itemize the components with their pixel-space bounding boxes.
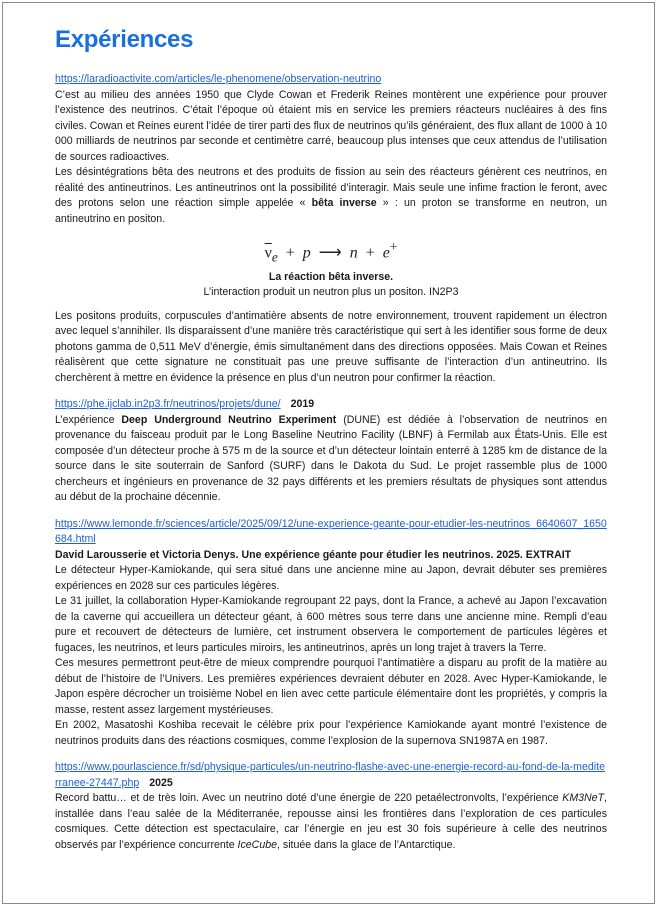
caption-title: La réaction bêta inverse. (268, 270, 394, 283)
figure-caption (55, 270, 607, 301)
year-label: 2019 (290, 398, 315, 411)
section-lemonde (55, 517, 607, 750)
italic-term: KM3NeT (562, 792, 605, 805)
source-link[interactable]: https://www.pourlascience.fr/sd/physique-particules/un-neutrino-flashe-avec-une-energie-record-au-fond-de-la-mediterranee-27447.php (55, 761, 605, 789)
source-link[interactable]: https://laradioactivite.com/articles/le-phenomene/observation-neutrino (55, 73, 382, 85)
paragraph: Record battu… et de très loin. Avec un neutrino doté d’une énergie de 220 petaélectronvolts, l’expérience KM3NeT, installée dans l’eau salée de la Méditerranée, repousse ainsi les frontières dans l’exploration de ces particules cosmiques. Cette détection est spectaculaire, car l’énergie en jeu est 30 fois supérieure à celle des neutrinos observés par l’expérience concurrente IceCube, située dans la glace de l’Antarctique. (55, 792, 607, 851)
paragraph: Les désintégrations bêta des neutrons et des produits de fission au sein des réacteurs génèrent ces neutrinos, en réalité des antineutrinos. Les antineutrinos ont la possibilité d’interagir. Mais seule une infime fraction le feront, avec des protons selon une réaction simple appelée « bêta inverse » : un proton se transforme en neutron, un antineutrino en positon. (55, 166, 607, 225)
paragraph: Le détecteur Hyper-Kamiokande, qui sera situé dans une ancienne mine au Japon, devrait débuter ses premières expériences en 2028 sur ces particules légères. (55, 564, 607, 592)
year-label: 2025 (149, 776, 173, 789)
paragraph: L’expérience Deep Underground Neutrino Experiment (DUNE) est dédiée à l’observation de neutrinos en provenance du faisceau produit par le Long Baseline Neutrino Facility (LBNF) à Fermilab aux États-Unis. Elle est composée d’un détecteur proche à 575 m de la source et d’un détecteur lointain enterré à 1285 km de distance de la source dans le site souterrain de Sanford (SURF) dans le Dakota du Sud. Le projet rassemble plus de 1000 chercheurs et ingénieurs en provenance de 32 pays différents et les premiers résultats de physiques sont attendus au début de la prochaine décennie. (55, 413, 607, 504)
paragraph: Les positons produits, corpuscules d’antimatière absents de notre environnement, trouvent rapidement un électron avec lequel s’annihiler. Ils disparaissent d’une manière très caractéristique qui sert à les identifier sous forme de deux photons gamma de 0,511 MeV d’énergie, émis simultanément dans des directions opposées. Mais Cowan et Reines réalisèrent que cette signature ne constituait pas une preuve suffisante de l’interaction d’un antineutrino. Ils cherchèrent à mettre en évidence la présence en plus d’un neutron pour confirmer la réaction. (55, 309, 607, 384)
bold-term: Deep Underground Neutrino Experiment (121, 413, 337, 426)
section-dune (55, 397, 607, 506)
section-pourlascience (55, 760, 607, 853)
italic-term: IceCube (237, 838, 278, 851)
caption-text: L’interaction produit un neutron plus un positon. IN2P3 (203, 286, 459, 299)
paragraph: Le 31 juillet, la collaboration Hyper-Kamiokande regroupant 22 pays, dont la France, a achevé au Japon l’excavation de la caverne qui accueillera un détecteur géant, à 600 mètres sous terre dans une ancienne mine. Rempli d’eau pure et recouvert de détecteurs de lumière, cet instrument observera le comportement de particules légères et fugaces, les neutrinos, et leurs particules miroirs, les antineutrinos, après un long trajet à travers la Terre. (55, 595, 607, 654)
document-page (2, 2, 655, 904)
paragraph: C’est au milieu des années 1950 que Clyde Cowan et Frederik Reines montèrent une expérience pour prouver l’existence des neutrinos. C’était l’époque où étaient mis en service les premiers réacteurs nucléaires à des fins civiles. Cowan et Reines eurent l’idée de tirer parti des flux de neutrinos qu’ils généraient, des flux allant de 1000 à 10 000 milliards de neutrinos par seconde et centimètre carré, beaucoup plus intenses que ceux attendus de l’utilisation de sources radioactives. (55, 88, 607, 163)
section-radioactivite (55, 72, 607, 386)
arrow-icon: ⟶ (318, 244, 342, 262)
source-link[interactable]: https://phe.ijclab.in2p3.fr/neutrinos/projets/dune/ (55, 398, 281, 411)
paragraph: Ces mesures permettront peut-être de mieux comprendre pourquoi l’antimatière a disparu au profit de la matière au début de l’histoire de l’Univers. Les premières expériences devraient débuter en 2028. Avec Hyper-Kamiokande, le Japon espère décrocher un troisième Nobel en lien avec cette particule élémentaire dont les propriétés, y compris la masse, restent assez largement mystérieuses. (55, 657, 607, 716)
document-content (55, 25, 607, 853)
source-link[interactable]: https://www.lemonde.fr/sciences/article/2025/09/12/une-experience-geante-pour-etudier-les-neutrinos_6640607_1650684.html (55, 517, 607, 546)
antineutrino-symbol: $\overline{\nu}$ (264, 244, 272, 262)
paragraph: En 2002, Masatoshi Koshiba recevait le célèbre prix pour l’expérience Kamiokande ayant montré l’existence de neutrinos produits dans des réactions cosmiques, comme l’explosion de la supernova SN1987A en 1987. (55, 719, 607, 747)
article-heading: David Larousserie et Victoria Denys. Une expérience géante pour étudier les neutrinos. 2025. EXTRAIT (55, 548, 572, 561)
bold-term: bêta inverse (311, 197, 377, 209)
page-title: Expériences (55, 26, 194, 53)
reaction-equation: $\overline{\nu}_e + p$ ⟶ n + e+ (264, 239, 398, 265)
